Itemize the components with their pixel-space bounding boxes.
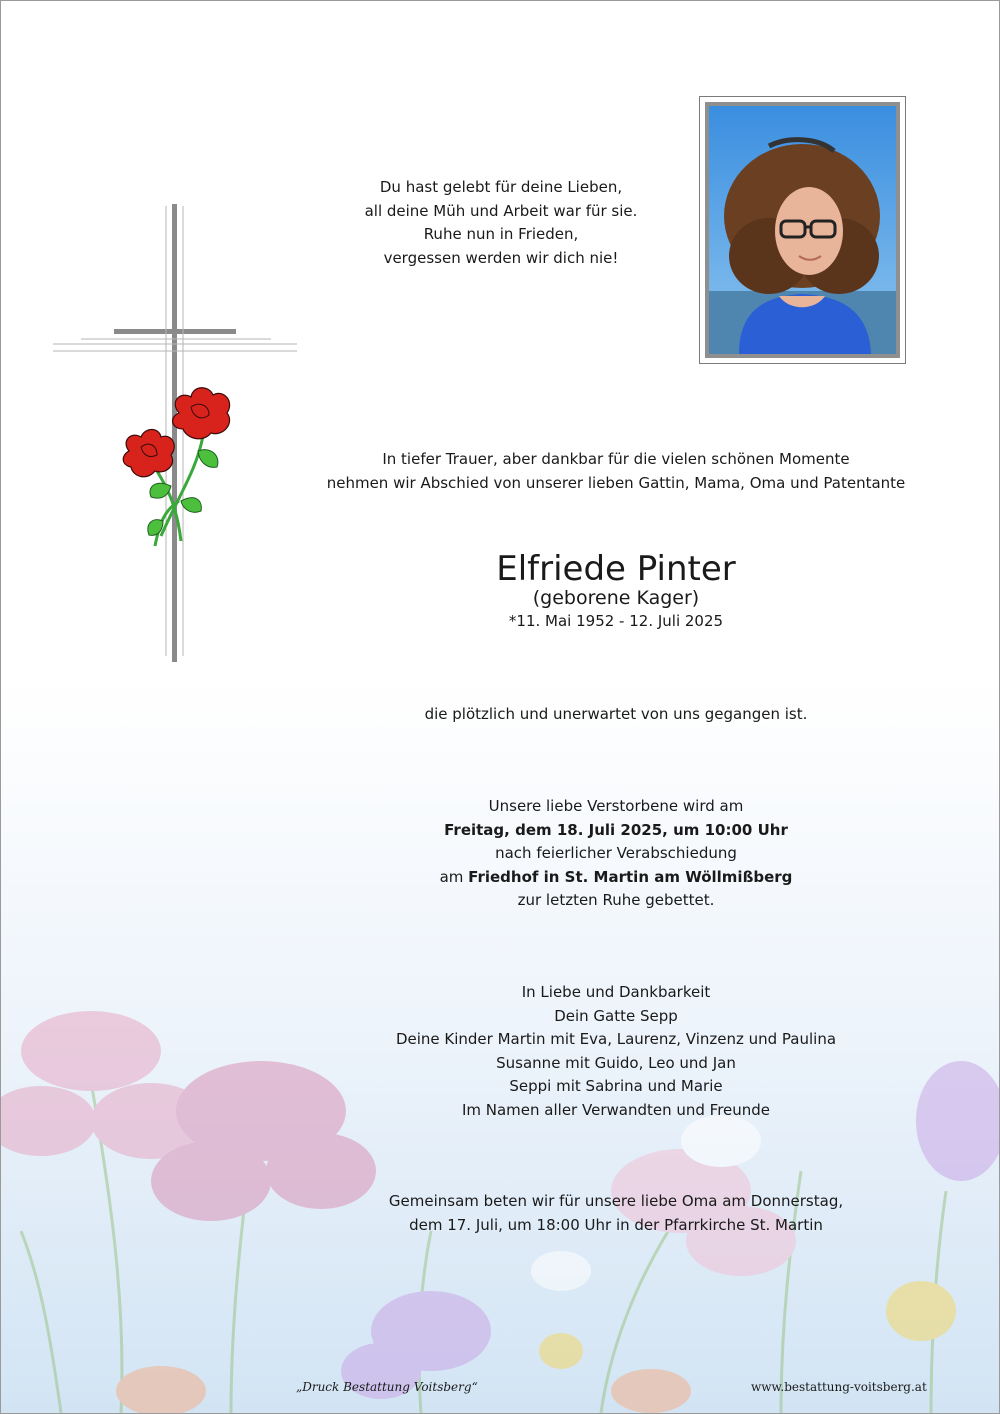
family-line: Deine Kinder Martin mit Eva, Laurenz, Vinzenz und Paulina [395,1030,837,1048]
funeral-place-prefix: am [439,867,469,886]
intro-line: In tiefer Trauer, aber dankbar für die vielen schönen Momente [382,450,850,468]
funeral-details [381,795,851,913]
mourning-intro [311,448,921,495]
portrait-photo-frame [699,96,906,364]
birth-name: (geborene Kager) [532,587,700,609]
poem-line: Du hast gelebt für deine Lieben, [379,178,623,196]
life-dates: *11. Mai 1952 - 12. Juli 2025 [508,612,724,630]
website-link[interactable]: www.bestattung-voitsberg.at [751,1380,927,1394]
cross-with-roses-icon [51,201,301,666]
poem-line: Ruhe nun in Frieden, [423,225,579,243]
family-line: Seppi mit Sabrina und Marie [509,1077,723,1095]
family-line: Im Namen aller Verwandten und Freunde [461,1100,771,1119]
funeral-line: nach feierlicher Verabschiedung [495,844,737,862]
funeral-place: Friedhof in St. Martin am Wöllmißberg [468,867,793,886]
family-line: Susanne mit Guido, Leo und Jan [496,1053,736,1072]
family-line: Dein Gatte Sepp [554,1006,678,1025]
funeral-line: zur letzten Ruhe gebettet. [517,891,715,909]
prayer-notice [341,1190,891,1237]
deceased-name: Elfriede Pinter [496,549,736,589]
poem [291,176,711,270]
intro-line: nehmen wir Abschied von unserer lieben Gattin, Mama, Oma und Patentante [326,473,906,492]
printer-credit: „Druck Bestattung Voitsberg“ [296,1380,478,1394]
funeral-date-time: Freitag, dem 18. Juli 2025, um 10:00 Uhr [444,820,788,839]
prayer-line: Gemeinsam beten wir für unsere liebe Oma am Donnerstag, [388,1192,844,1210]
family-line: In Liebe und Dankbarkeit [521,983,711,1001]
poem-line: vergessen werden wir dich nie! [383,248,619,267]
sudden-death-line: die plötzlich und unerwartet von uns gegangen ist. [424,705,808,723]
funeral-line: Unsere liebe Verstorbene wird am [488,797,744,815]
prayer-line: dem 17. Juli, um 18:00 Uhr in der Pfarrkirche St. Martin [409,1215,823,1234]
poem-line: all deine Müh und Arbeit war für sie. [364,201,638,220]
portrait-photo [705,102,900,358]
family-signatures [341,981,891,1122]
